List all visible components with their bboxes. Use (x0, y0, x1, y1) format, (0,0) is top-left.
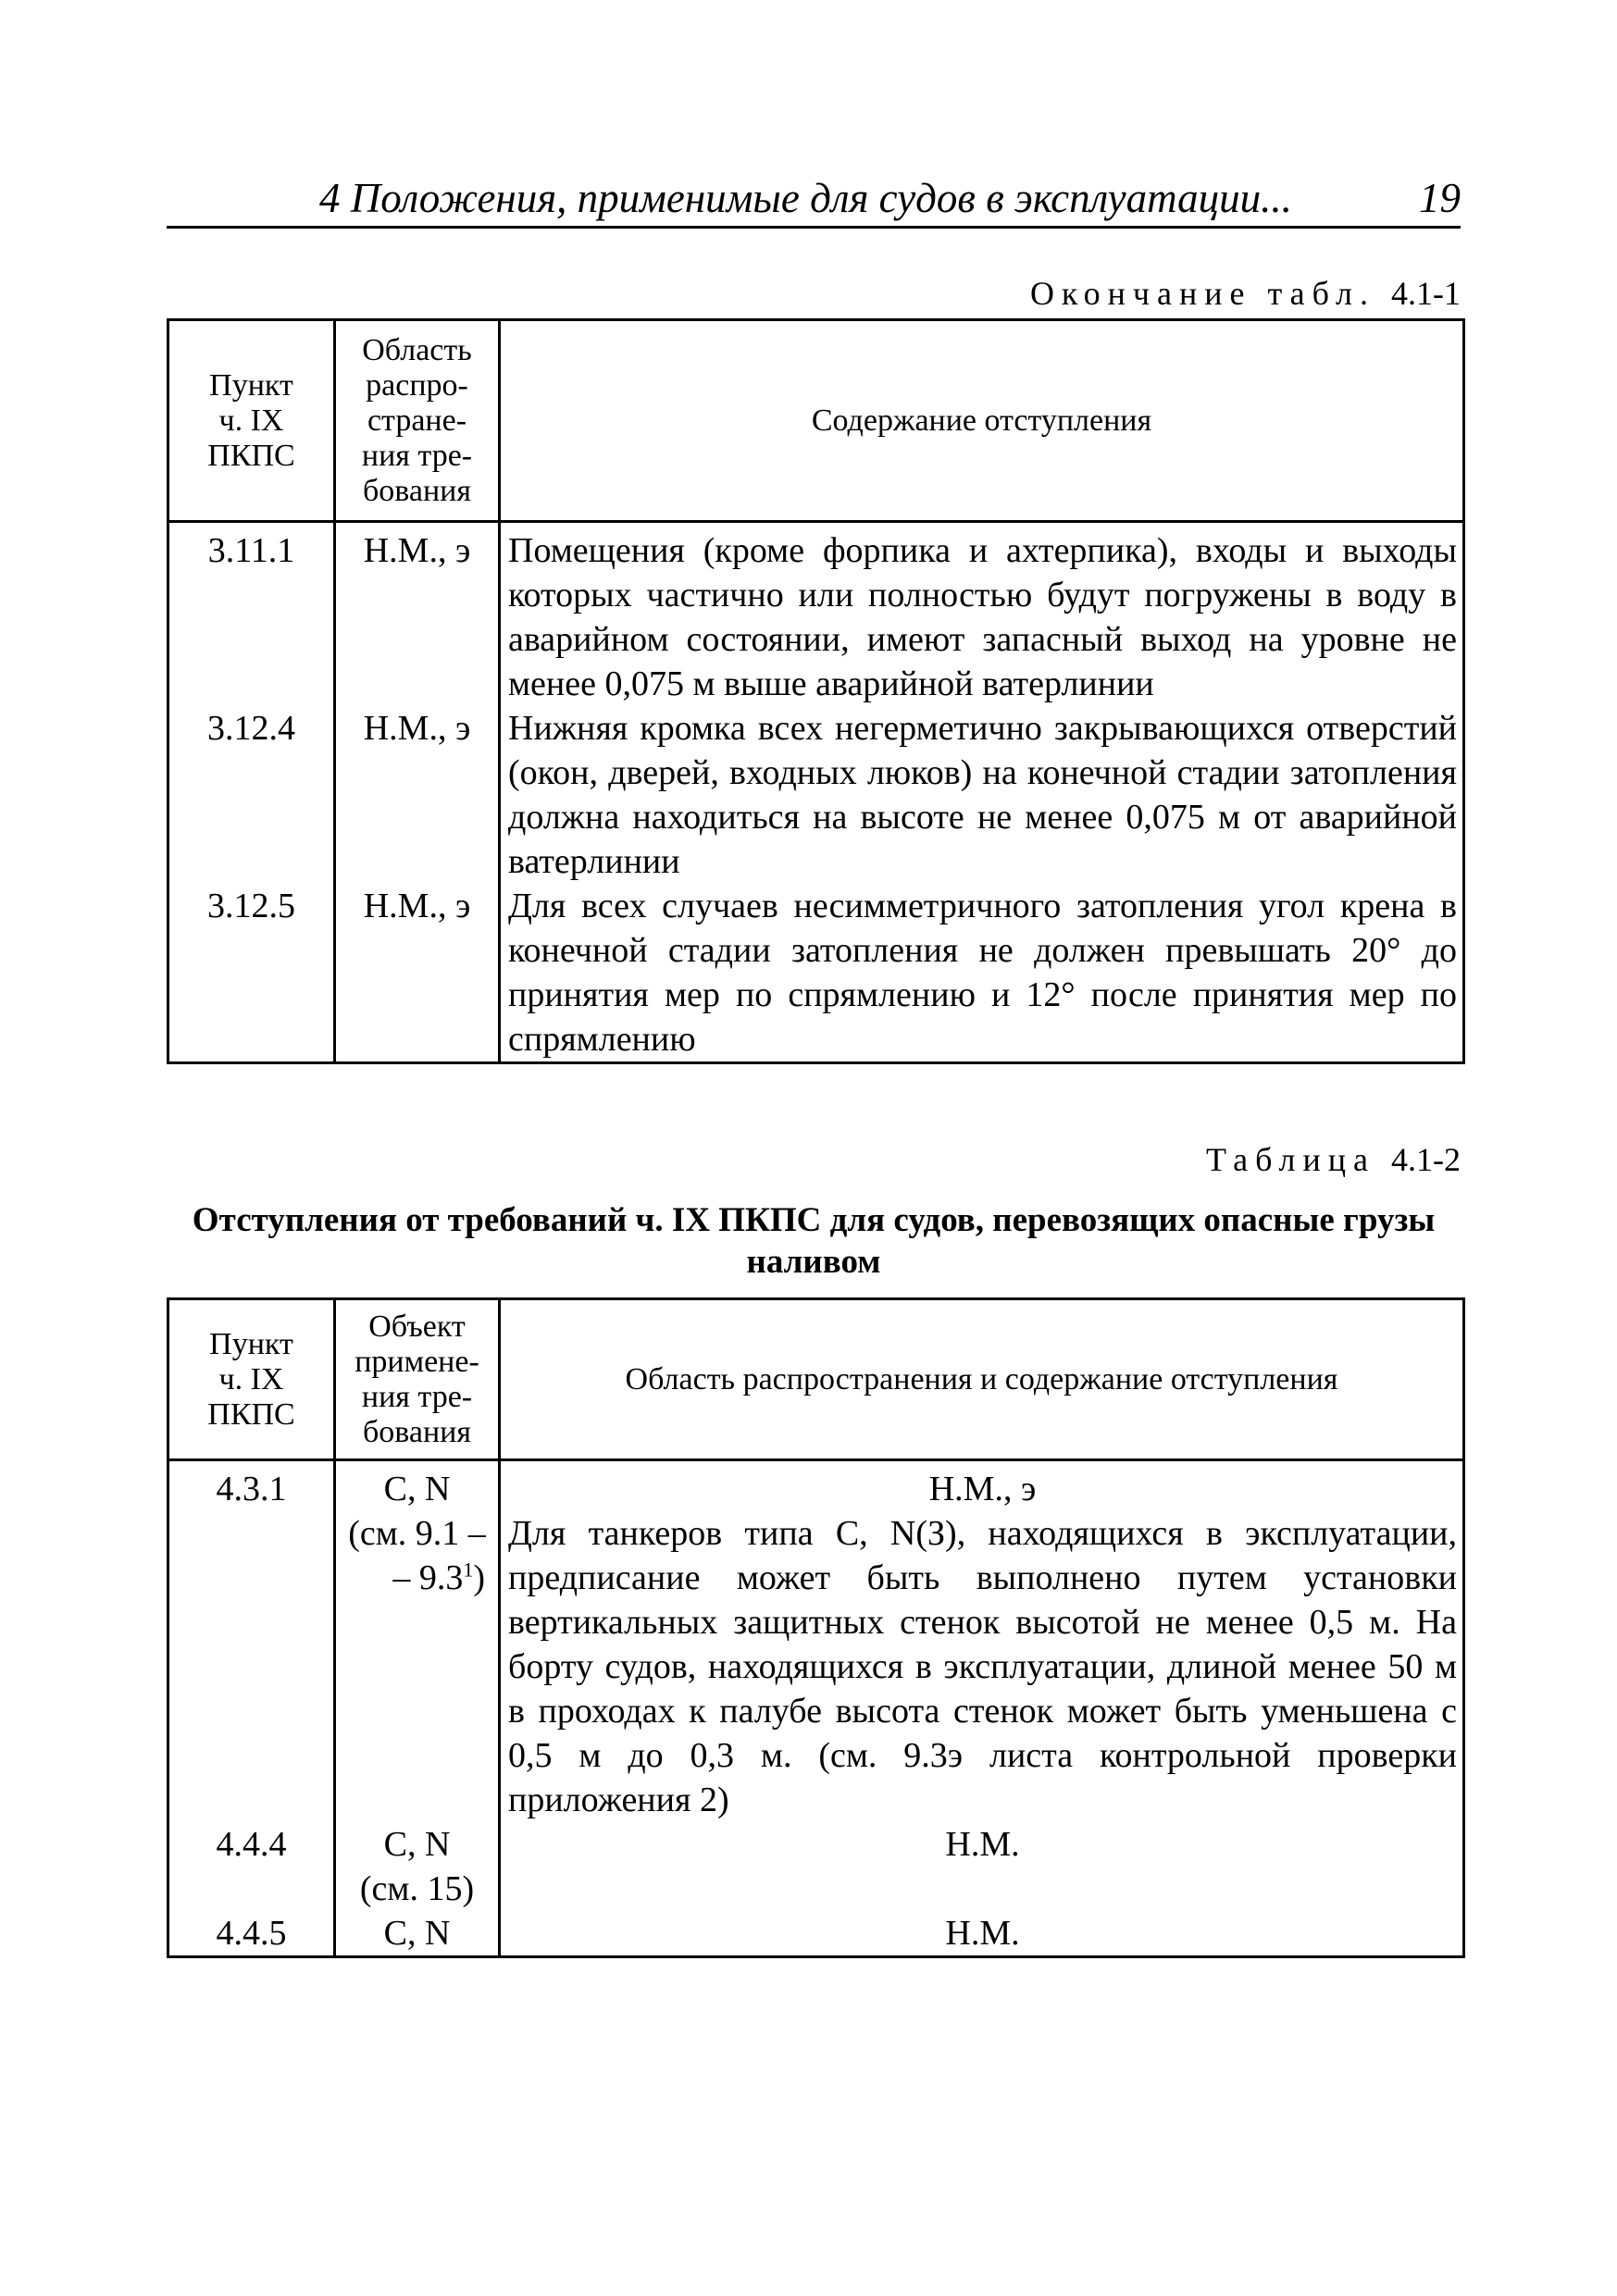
table2-title: Отступления от требований ч. IX ПКПС для судов, перевозящих опасные грузы наливом (192, 1201, 1436, 1281)
requirement-object (335, 1911, 500, 1957)
clause-number: 3.11.1 (168, 522, 335, 707)
table1-caption-word: Окончание табл. (1029, 275, 1375, 312)
table2-caption-word: Таблица (1206, 1141, 1375, 1178)
table-row (168, 1822, 1464, 1911)
deviation-text: Нижняя кромка всех негерметично закрывающихся отверстий (окон, дверей, входных люков) на конечной стадии затопления должна находиться на высоте не менее 0,075 м от аварийной ватерлинии (500, 706, 1464, 884)
object-reference: (см. 9.1 – (348, 1514, 486, 1553)
table1-caption (1030, 274, 1461, 313)
clause-number: 4.4.4 (168, 1822, 335, 1911)
table1-header-area: Область распро- стране- ния тре- бования (335, 320, 500, 522)
clause-number: 3.12.4 (168, 706, 335, 884)
requirement-area: Н.М., э (335, 522, 500, 707)
table2-caption-number: 4.1-2 (1391, 1141, 1461, 1178)
object-type: С, N (383, 1825, 451, 1864)
requirement-area: Н.М., э (335, 706, 500, 884)
table-row (168, 1460, 1464, 1823)
clause-number: 3.12.5 (168, 884, 335, 1063)
table-4-1-2 (167, 1297, 1465, 1958)
table1-caption-number: 4.1-1 (1391, 275, 1461, 312)
applicability-area: Н.М. (500, 1911, 1464, 1957)
running-header (167, 167, 1461, 229)
deviation-text: Помещения (кроме форпика и ахтерпика), входы и выходы которых частично или полностью будут погружены в воду в аварийном состоянии, имеют запасный выход на уровне не менее 0,075 м выше аварийной ватерлинии (500, 522, 1464, 707)
table2-header-object: Объект примене- ния тре- бования (335, 1299, 500, 1460)
object-type: С, N (383, 1470, 451, 1508)
deviation-cell (500, 1460, 1464, 1823)
table-4-1-1 (167, 318, 1465, 1064)
table1-header-content: Содержание отступления (500, 320, 1464, 522)
requirement-area: Н.М., э (335, 884, 500, 1063)
table1-header-row (168, 320, 1464, 522)
applicability-area: Н.М., э (928, 1470, 1037, 1508)
table2-caption (1206, 1140, 1461, 1179)
table-row (168, 706, 1464, 884)
chapter-title: 4 Положения, применимые для судов в эксплуатации... (319, 175, 1292, 221)
table-row (168, 884, 1464, 1063)
deviation-text: Для всех случаев несимметричного затопления угол крена в конечной стадии затопления не должен превышать 20° до принятия мер по спрямлению и 12° после принятия мер по спрямлению (500, 884, 1464, 1063)
requirement-object (335, 1460, 500, 1823)
clause-number: 4.4.5 (168, 1911, 335, 1957)
deviation-text: Для танкеров типа С, N(З), находящихся в эксплуатации, предписание может быть выполнено путем установки вертикальных защитных стенок высотой не менее 0,5 м. На борту судов, находящихся в эксплуатации, длиной менее 50 м в проходах к палубе высота стенок может быть уменьшена с 0,5 м до 0,3 м. (см. 9.3э листа контрольной проверки приложения 2) (508, 1514, 1457, 1819)
table2-header-clause: Пункт ч. IX ПКПС (168, 1299, 335, 1460)
table1-header-clause: Пункт ч. IX ПКПС (168, 320, 335, 522)
table2-header-content: Область распространения и содержание отступления (500, 1299, 1464, 1460)
table-row (168, 522, 1464, 707)
clause-number: 4.3.1 (168, 1460, 335, 1823)
table2-header-row (168, 1299, 1464, 1460)
object-type: С, N (383, 1914, 451, 1953)
requirement-object (335, 1822, 500, 1911)
page-number: 19 (1419, 175, 1461, 221)
object-reference-cont: – $9.3^1$) (392, 1558, 485, 1597)
table-row (168, 1911, 1464, 1957)
object-reference: (см. 15) (359, 1869, 475, 1908)
applicability-area: Н.М. (500, 1822, 1464, 1911)
